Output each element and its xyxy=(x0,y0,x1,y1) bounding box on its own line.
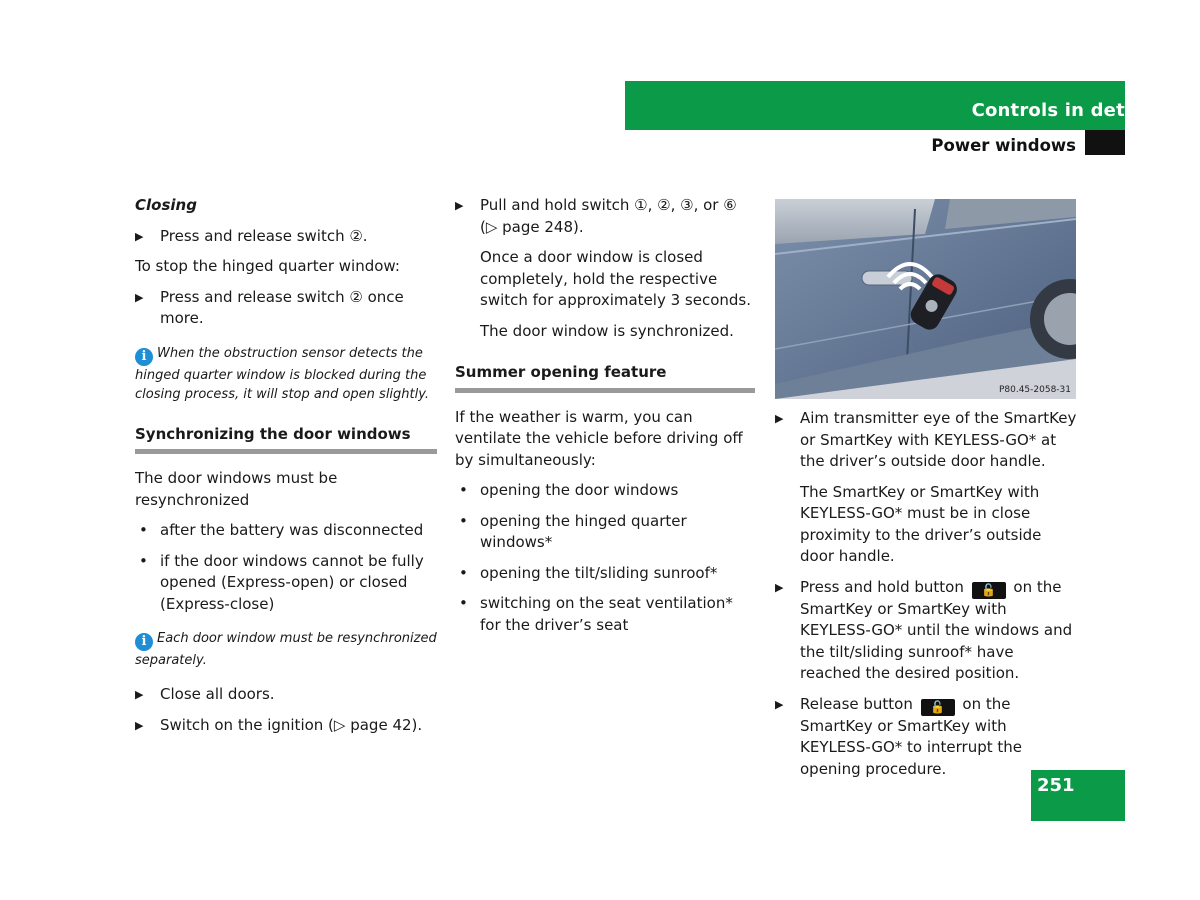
bullet-dot: • xyxy=(139,521,148,539)
info-note xyxy=(135,344,437,404)
step-arrow-icon: ▶ xyxy=(135,688,144,701)
once-closed-text: Once a door window is closed completely, hold the respective switch for approximately 3 seconds. xyxy=(480,248,751,309)
closing-heading: Closing xyxy=(135,196,197,214)
step-ignition xyxy=(135,715,437,737)
step-aim-transmitter xyxy=(775,408,1077,473)
note-text: When the obstruction sensor detects the hinged quarter window is blocked during the closing process, it will stop and open slightly. xyxy=(135,345,430,402)
step-text-b: on the SmartKey or SmartKey with KEYLESS-GO* until the windows and the tilt/sliding sunroof* have reached the desired position. xyxy=(800,577,1073,682)
bullet-text: opening the hinged quarter windows* xyxy=(480,511,687,551)
list-item xyxy=(455,563,755,585)
summer-heading: Summer opening feature xyxy=(455,362,755,393)
bullet-text: switching on the seat ventilation* for the driver’s seat xyxy=(480,594,733,634)
bullet-dot: • xyxy=(139,551,148,570)
step-text: Close all doors. xyxy=(160,685,275,703)
step-text-a: Press and hold button xyxy=(800,577,964,596)
step-text: Press and release switch ② once more. xyxy=(160,287,404,327)
unlock-icon: 🔓 xyxy=(972,582,1006,599)
column-left xyxy=(135,195,437,745)
smartkey-door-photo xyxy=(775,199,1076,399)
bullet-dot: • xyxy=(459,594,468,612)
step-arrow-icon: ▶ xyxy=(775,580,784,594)
bullet-text: opening the tilt/sliding sunroof* xyxy=(480,563,718,582)
chapter-title: Controls in detail xyxy=(971,100,1150,121)
unlock-icon: 🔓 xyxy=(921,699,955,716)
list-item xyxy=(135,551,437,616)
bullet-text: after the battery was disconnected xyxy=(160,521,424,539)
column-middle xyxy=(455,195,755,645)
info-note xyxy=(135,629,437,670)
photo-reference-code: P80.45-2058-31 xyxy=(998,385,1071,395)
column-right xyxy=(775,408,1077,789)
step-arrow-icon: ▶ xyxy=(135,290,144,304)
step-text-b: on the SmartKey or SmartKey with KEYLESS-GO* to interrupt the opening procedure. xyxy=(800,694,1022,778)
section-marker xyxy=(1085,130,1125,155)
proximity-note: The SmartKey or SmartKey with KEYLESS-GO* must be in close proximity to the driver’s outside door handle. xyxy=(800,482,1042,565)
bullet-dot: • xyxy=(459,481,468,499)
stop-text: To stop the hinged quarter window: xyxy=(135,257,400,275)
step-text: Pull and hold switch ①, ②, ③, or ⑥ (▷ page 248). xyxy=(480,196,737,236)
sync-intro: The door windows must be resynchronized xyxy=(135,469,338,509)
step-arrow-icon: ▶ xyxy=(135,718,144,732)
list-item xyxy=(135,520,437,542)
sync-heading: Synchronizing the door windows xyxy=(135,424,437,455)
step-arrow-icon: ▶ xyxy=(775,697,784,711)
step-close-doors xyxy=(135,684,437,706)
step-pull-hold xyxy=(455,195,755,238)
section-title: Power windows xyxy=(931,136,1076,155)
step-text: Press and release switch ②. xyxy=(160,226,368,245)
synchronized-text: The door window is synchronized. xyxy=(480,321,734,340)
bullet-text: opening the door windows xyxy=(480,481,679,499)
bullet-dot: • xyxy=(459,511,468,530)
step-text: Aim transmitter eye of the SmartKey or SmartKey with KEYLESS-GO* at the driver’s outside door handle. xyxy=(800,409,1077,470)
step-text-a: Release button xyxy=(800,694,913,713)
step-arrow-icon: ▶ xyxy=(775,412,784,425)
summer-intro: If the weather is warm, you can ventilate the vehicle before driving off by simultaneously: xyxy=(455,407,743,469)
step-arrow-icon: ▶ xyxy=(455,199,464,212)
step-release-button xyxy=(775,694,1077,781)
step-arrow-icon: ▶ xyxy=(135,229,144,243)
bullet-dot: • xyxy=(459,563,468,582)
info-icon: i xyxy=(135,348,153,366)
car-door-illustration xyxy=(775,199,1076,399)
page-number: 251 xyxy=(1037,775,1075,796)
list-item xyxy=(455,480,755,502)
step-press-hold-button xyxy=(775,577,1077,685)
info-icon: i xyxy=(135,633,153,651)
step-press-once-more xyxy=(135,287,437,330)
list-item xyxy=(455,593,755,636)
step-text: Switch on the ignition (▷ page 42). xyxy=(160,715,423,734)
step-press-release xyxy=(135,226,437,248)
note-text: Each door window must be resynchronized separately. xyxy=(135,631,437,668)
bullet-text: if the door windows cannot be fully opened (Express-open) or closed (Express-close) xyxy=(160,551,424,613)
list-item xyxy=(455,511,755,554)
